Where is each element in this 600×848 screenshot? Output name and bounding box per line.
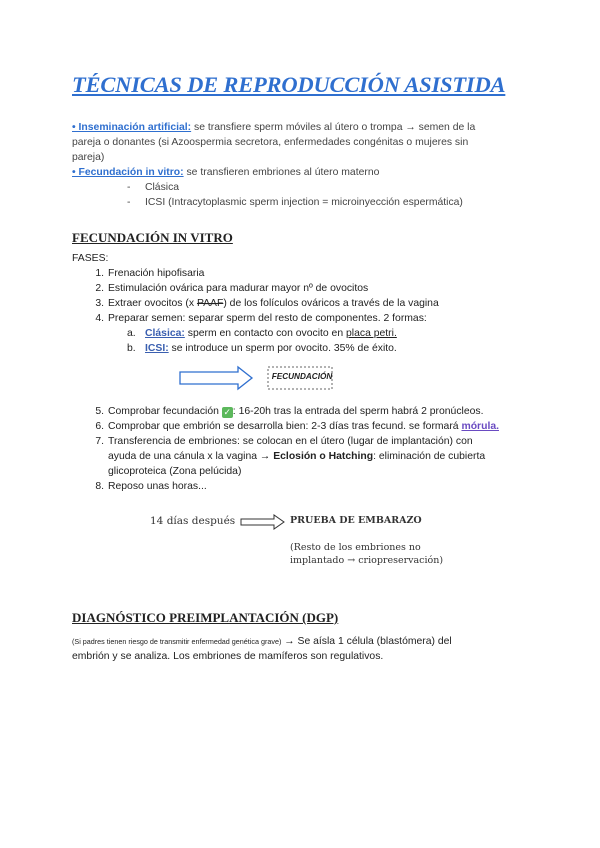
substep-text: Clásica: sperm en contacto con ovocito en placa petri. bbox=[145, 328, 397, 339]
step-text: Comprobar fecundación ✓ : 16-20h tras la entrada del sperm habrá 2 pronúcleos. bbox=[108, 406, 484, 417]
step-number: 2. bbox=[95, 283, 104, 294]
dash-1: - bbox=[127, 182, 131, 193]
dgp-heading: DIAGNÓSTICO PREIMPLANTACIÓN (DGP) bbox=[72, 610, 339, 625]
step-number: 1. bbox=[95, 268, 104, 279]
step-text: ayuda de una cánula x la vagina → Eclosión o Hatching: eliminación de cubierta bbox=[108, 451, 486, 462]
step-text: Reposo unas horas... bbox=[108, 481, 207, 492]
inseminacion-text: se transfiere sperm móviles al útero o trompa → semen de la bbox=[191, 122, 476, 133]
handwritten-arrow bbox=[240, 514, 286, 530]
dgp-text-a: Se aísla 1 célula (blastómera) del bbox=[297, 636, 452, 647]
dgp-text-b: embrión y se analiza. Los embriones de mamíferos son regulativos. bbox=[72, 651, 384, 662]
handwritten-14-dias: 14 días después bbox=[150, 515, 236, 527]
step-number: 7. bbox=[95, 436, 104, 447]
sub-icsi: ICSI (Intracytoplasmic sperm injection = microinyección espermática) bbox=[145, 197, 463, 208]
inseminacion-label: • Inseminación artificial: bbox=[72, 122, 192, 133]
step-number: 6. bbox=[95, 421, 104, 432]
substep-letter: a. bbox=[127, 328, 136, 339]
eclosion-bold: Eclosión o Hatching bbox=[273, 451, 374, 462]
fiv-heading: FECUNDACIÓN IN VITRO bbox=[72, 230, 233, 245]
right-arrow-icon bbox=[241, 515, 284, 529]
inseminacion-text-3: pareja) bbox=[72, 152, 105, 163]
step-number: 8. bbox=[95, 481, 104, 492]
step-text: glicoproteica (Zona pelúcida) bbox=[108, 466, 242, 477]
fiv-text: se transfieren embriones al útero materno bbox=[183, 167, 380, 178]
placa-petri: placa petri. bbox=[346, 328, 397, 339]
icsi-label: ICSI: bbox=[145, 343, 169, 354]
dgp-small-text: (Si padres tienen riesgo de transmitir enfermedad genética grave) bbox=[72, 637, 282, 646]
checkmark-icon: ✓ bbox=[223, 407, 232, 417]
strikethrough-text: PAAF bbox=[196, 298, 224, 309]
step-text: Comprobar que embrión se desarrolla bien: 2-3 días tras fecund. se formará mórula. bbox=[108, 421, 499, 432]
right-arrow-icon: → bbox=[281, 636, 298, 647]
intro-paragraph-2 bbox=[72, 165, 532, 180]
handwritten-note-2: implantado → criopreservación) bbox=[290, 555, 444, 566]
fiv-label: • Fecundación in vitro: bbox=[72, 167, 184, 178]
step-number: 3. bbox=[95, 298, 104, 309]
inseminacion-text-2: pareja o donantes (si Azoospermia secretora, enfermedades congénitas o mujeres sin bbox=[72, 137, 469, 148]
step-text: Extraer ovocitos (x PAAF) de los folículos ováricos a través de la vagina bbox=[108, 298, 439, 309]
clasica-label: Clásica: bbox=[145, 328, 185, 339]
step-number: 5. bbox=[95, 406, 104, 417]
document-title: TÉCNICAS DE REPRODUCCIÓN ASISTIDA bbox=[72, 72, 506, 97]
step-text: Transferencia de embriones: se colocan en el útero (lugar de implantación) con bbox=[108, 436, 473, 447]
fecundacion-box-label: FECUNDACIÓN bbox=[271, 372, 333, 381]
step-text: Frenación hipofisaria bbox=[108, 268, 205, 279]
substep-letter: b. bbox=[127, 343, 136, 354]
step-text: Preparar semen: separar sperm del resto de componentes. 2 formas: bbox=[108, 313, 427, 324]
intro-paragraph-1 bbox=[72, 120, 532, 165]
handwritten-prueba-embarazo: PRUEBA DE EMBARAZO bbox=[290, 515, 422, 526]
right-arrow-icon bbox=[180, 367, 252, 389]
sub-clasica: Clásica bbox=[145, 182, 180, 193]
fases-label: FASES: bbox=[72, 253, 109, 264]
substep-text: ICSI: se introduce un sperm por ovocito. 35% de éxito. bbox=[145, 343, 397, 354]
dgp-paragraph bbox=[72, 634, 552, 664]
handwritten-note-1: (Resto de los embriones no bbox=[290, 542, 421, 553]
step-text: Estimulación ovárica para madurar mayor nº de ovocitos bbox=[108, 283, 369, 294]
step-number: 4. bbox=[95, 313, 104, 324]
morula-highlight: mórula. bbox=[461, 421, 499, 432]
dash-2: - bbox=[127, 197, 131, 208]
